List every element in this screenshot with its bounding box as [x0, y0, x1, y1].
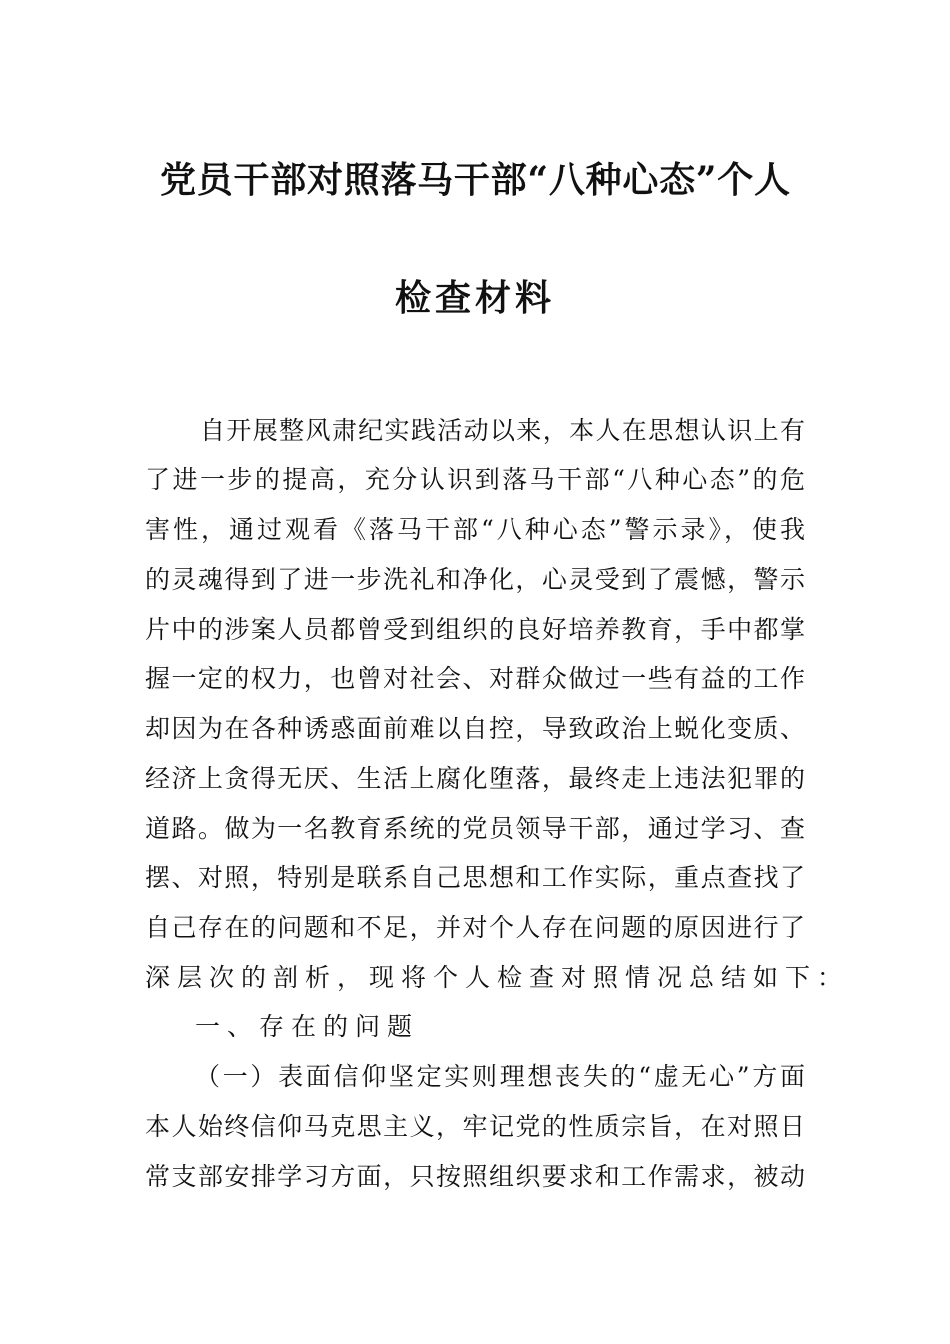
body-line: 握一定的权力，也曾对社会、对群众做过一些有益的工作	[145, 664, 805, 693]
body-line: 片中的涉案人员都曾受到组织的良好培养教育，手中都掌	[145, 615, 805, 644]
body-line: 害性，通过观看《落马干部“八种心态”警示录》，使我	[145, 515, 805, 544]
body-line: 自开展整风肃纪实践活动以来，本人在思想认识上有	[200, 416, 805, 445]
body-line: 自己存在的问题和不足，并对个人存在问题的原因进行了	[145, 913, 805, 942]
body-line: 的灵魂得到了进一步洗礼和净化，心灵受到了震憾，警示	[145, 565, 805, 594]
body-line: 了进一步的提高，充分认识到落马干部“八种心态”的危	[145, 465, 805, 494]
body-line: 本人始终信仰马克思主义，牢记党的性质宗旨，在对照日	[145, 1112, 805, 1141]
body-line: 经济上贪得无厌、生活上腐化堕落，最终走上违法犯罪的	[145, 764, 805, 793]
document-title-line-2: 检查材料	[394, 277, 555, 319]
subsection-heading: （一）表面信仰坚定实则理想丧失的“虚无心”方面	[195, 1062, 805, 1091]
body-line: 却因为在各种诱惑面前难以自控，导致政治上蜕化变质、	[145, 714, 805, 743]
body-line: 道路。做为一名教育系统的党员领导干部，通过学习、查	[145, 814, 805, 843]
body-line: 深层次的剖析，现将个人检查对照情况总结如下：	[145, 963, 850, 992]
document-title-line-1: 党员干部对照落马干部“八种心态”个人	[160, 159, 790, 201]
section-heading: 一、存在的问题	[195, 1012, 420, 1041]
body-line: 摆、对照，特别是联系自己思想和工作实际，重点查找了	[145, 863, 805, 892]
body-line: 常支部安排学习方面，只按照组织要求和工作需求，被动	[145, 1162, 805, 1191]
